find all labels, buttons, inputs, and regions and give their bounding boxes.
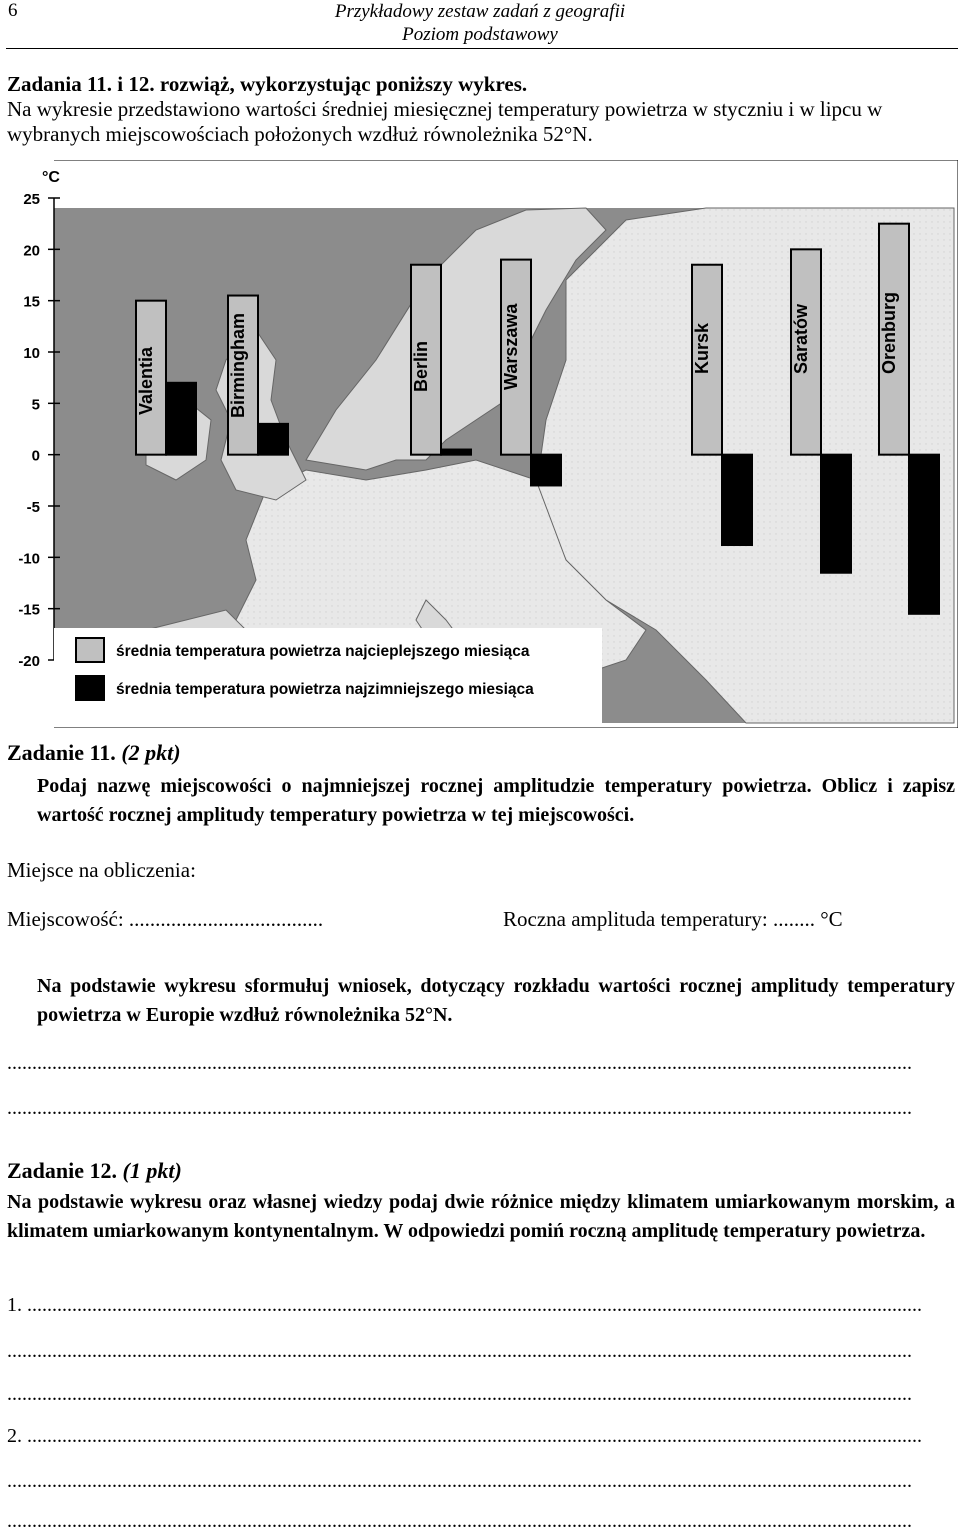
intro-lead: Zadania 11. i 12. rozwiąż, wykorzystując poniższy wykres. <box>7 72 528 96</box>
category-label: Orenburg <box>879 291 899 374</box>
place-answer-field[interactable]: Miejscowość: ..................................... <box>7 907 324 931</box>
y-tick-label: 5 <box>31 396 40 414</box>
header-rule <box>6 48 958 49</box>
task12-answer-1[interactable]: 1. ................................................................................................................................................................................... <box>7 1294 922 1314</box>
category-label: Kursk <box>692 322 712 374</box>
task11-a-text: Podaj nazwę miejscowości o najmniejszej rocznej amplitudzie temperatury powietrza. Oblicz i zapisz wartość rocznej amplitudy temperatury powietrza w tej miejscowości. <box>37 775 955 826</box>
task12-heading <box>7 1158 182 1184</box>
bar-birmingham-cold <box>258 424 288 455</box>
task11-a <box>7 772 955 830</box>
category-label: Birmingham <box>228 312 248 418</box>
y-tick-label: -20 <box>18 653 40 670</box>
answer-row <box>7 907 955 932</box>
legend-label: średnia temperatura powietrza najzimniejszego miesiąca <box>116 681 534 698</box>
legend-swatch <box>76 676 104 700</box>
task12-title: Zadanie 12. <box>7 1158 118 1183</box>
task11-b-text: Na podstawie wykresu sformułuj wniosek, dotyczący rozkładu wartości rocznej amplitudy temperatury powietrza w Europie wzdłuż równoleżnika 52°N. <box>37 975 955 1026</box>
bar-berlin-cold <box>441 450 471 455</box>
running-head-line1: Przykładowy zestaw zadań z geografii <box>334 1 626 22</box>
task12-answer-1-line-3[interactable]: ..................................................................................................................................................................................... <box>7 1383 912 1403</box>
y-tick-label: 25 <box>23 191 40 208</box>
task12-answer-2-line-2[interactable]: ..................................................................................................................................................................................... <box>7 1470 912 1490</box>
y-tick-label: -5 <box>26 499 40 516</box>
category-label: Valentia <box>136 346 156 415</box>
task11-b <box>7 972 955 1030</box>
amplitude-answer-field[interactable]: Roczna amplituda temperatury: ........ °C <box>503 907 843 931</box>
task12-points: (1 pkt) <box>122 1158 182 1183</box>
bar-valentia-cold <box>166 383 196 455</box>
task11-points: (2 pkt) <box>121 740 181 765</box>
category-label: Berlin <box>411 340 431 392</box>
legend-swatch <box>76 638 104 662</box>
intro <box>7 72 957 147</box>
page-number: 6 <box>8 0 18 21</box>
task11-b-answer-line-2[interactable]: ..................................................................................................................................................................................... <box>7 1097 912 1117</box>
y-axis-unit: °C <box>42 169 60 186</box>
task12-text: Na podstawie wykresu oraz własnej wiedzy podaj dwie różnice między klimatem umiarkowanym morskim, a klimatem umiarkowanym kontynentalnym. W odpowiedzi pomiń roczną amplitudę temperatury powietrza. <box>7 1191 955 1242</box>
legend-label: średnia temperatura powietrza najcieplejszego miesiąca <box>116 643 530 660</box>
task11-b-label <box>7 972 37 1001</box>
temperature-chart <box>6 160 958 728</box>
y-tick-label: 20 <box>23 242 40 260</box>
task12-answer-2-line-3[interactable]: ..................................................................................................................................................................................... <box>7 1510 912 1530</box>
category-label: Saratów <box>791 303 811 374</box>
category-label: Warszawa <box>501 303 521 390</box>
intro-text: Na wykresie przedstawiono wartości średniej miesięcznej temperatury powietrza w styczniu i w lipcu w wybranych miejscowościach położonych wzdłuż równoleżnika 52°N. <box>7 97 883 146</box>
calc-label: Miejsce na obliczenia: <box>7 858 196 882</box>
chart-svg <box>6 160 958 728</box>
bar-warszawa-cold <box>531 455 561 486</box>
y-tick-label: 10 <box>23 345 40 362</box>
y-tick-label: 15 <box>23 293 40 311</box>
bar-saratów-cold <box>821 455 851 573</box>
bar-orenburg-cold <box>909 455 939 614</box>
task11-heading <box>7 740 181 766</box>
task11-a-label <box>7 772 37 801</box>
task12-answer-1-line-2[interactable]: ..................................................................................................................................................................................... <box>7 1340 912 1360</box>
task12-answer-2[interactable]: 2. ................................................................................................................................................................................... <box>7 1425 922 1445</box>
task11-title: Zadanie 11. <box>7 740 116 765</box>
running-head <box>0 0 960 46</box>
running-head-line2: Poziom podstawowy <box>402 24 558 45</box>
y-tick-label: 0 <box>31 447 40 465</box>
bar-kursk-cold <box>722 455 752 545</box>
task11-b-answer-line-1[interactable]: ..................................................................................................................................................................................... <box>7 1052 912 1072</box>
y-tick-label: -15 <box>18 601 40 619</box>
y-tick-label: -10 <box>18 550 40 568</box>
